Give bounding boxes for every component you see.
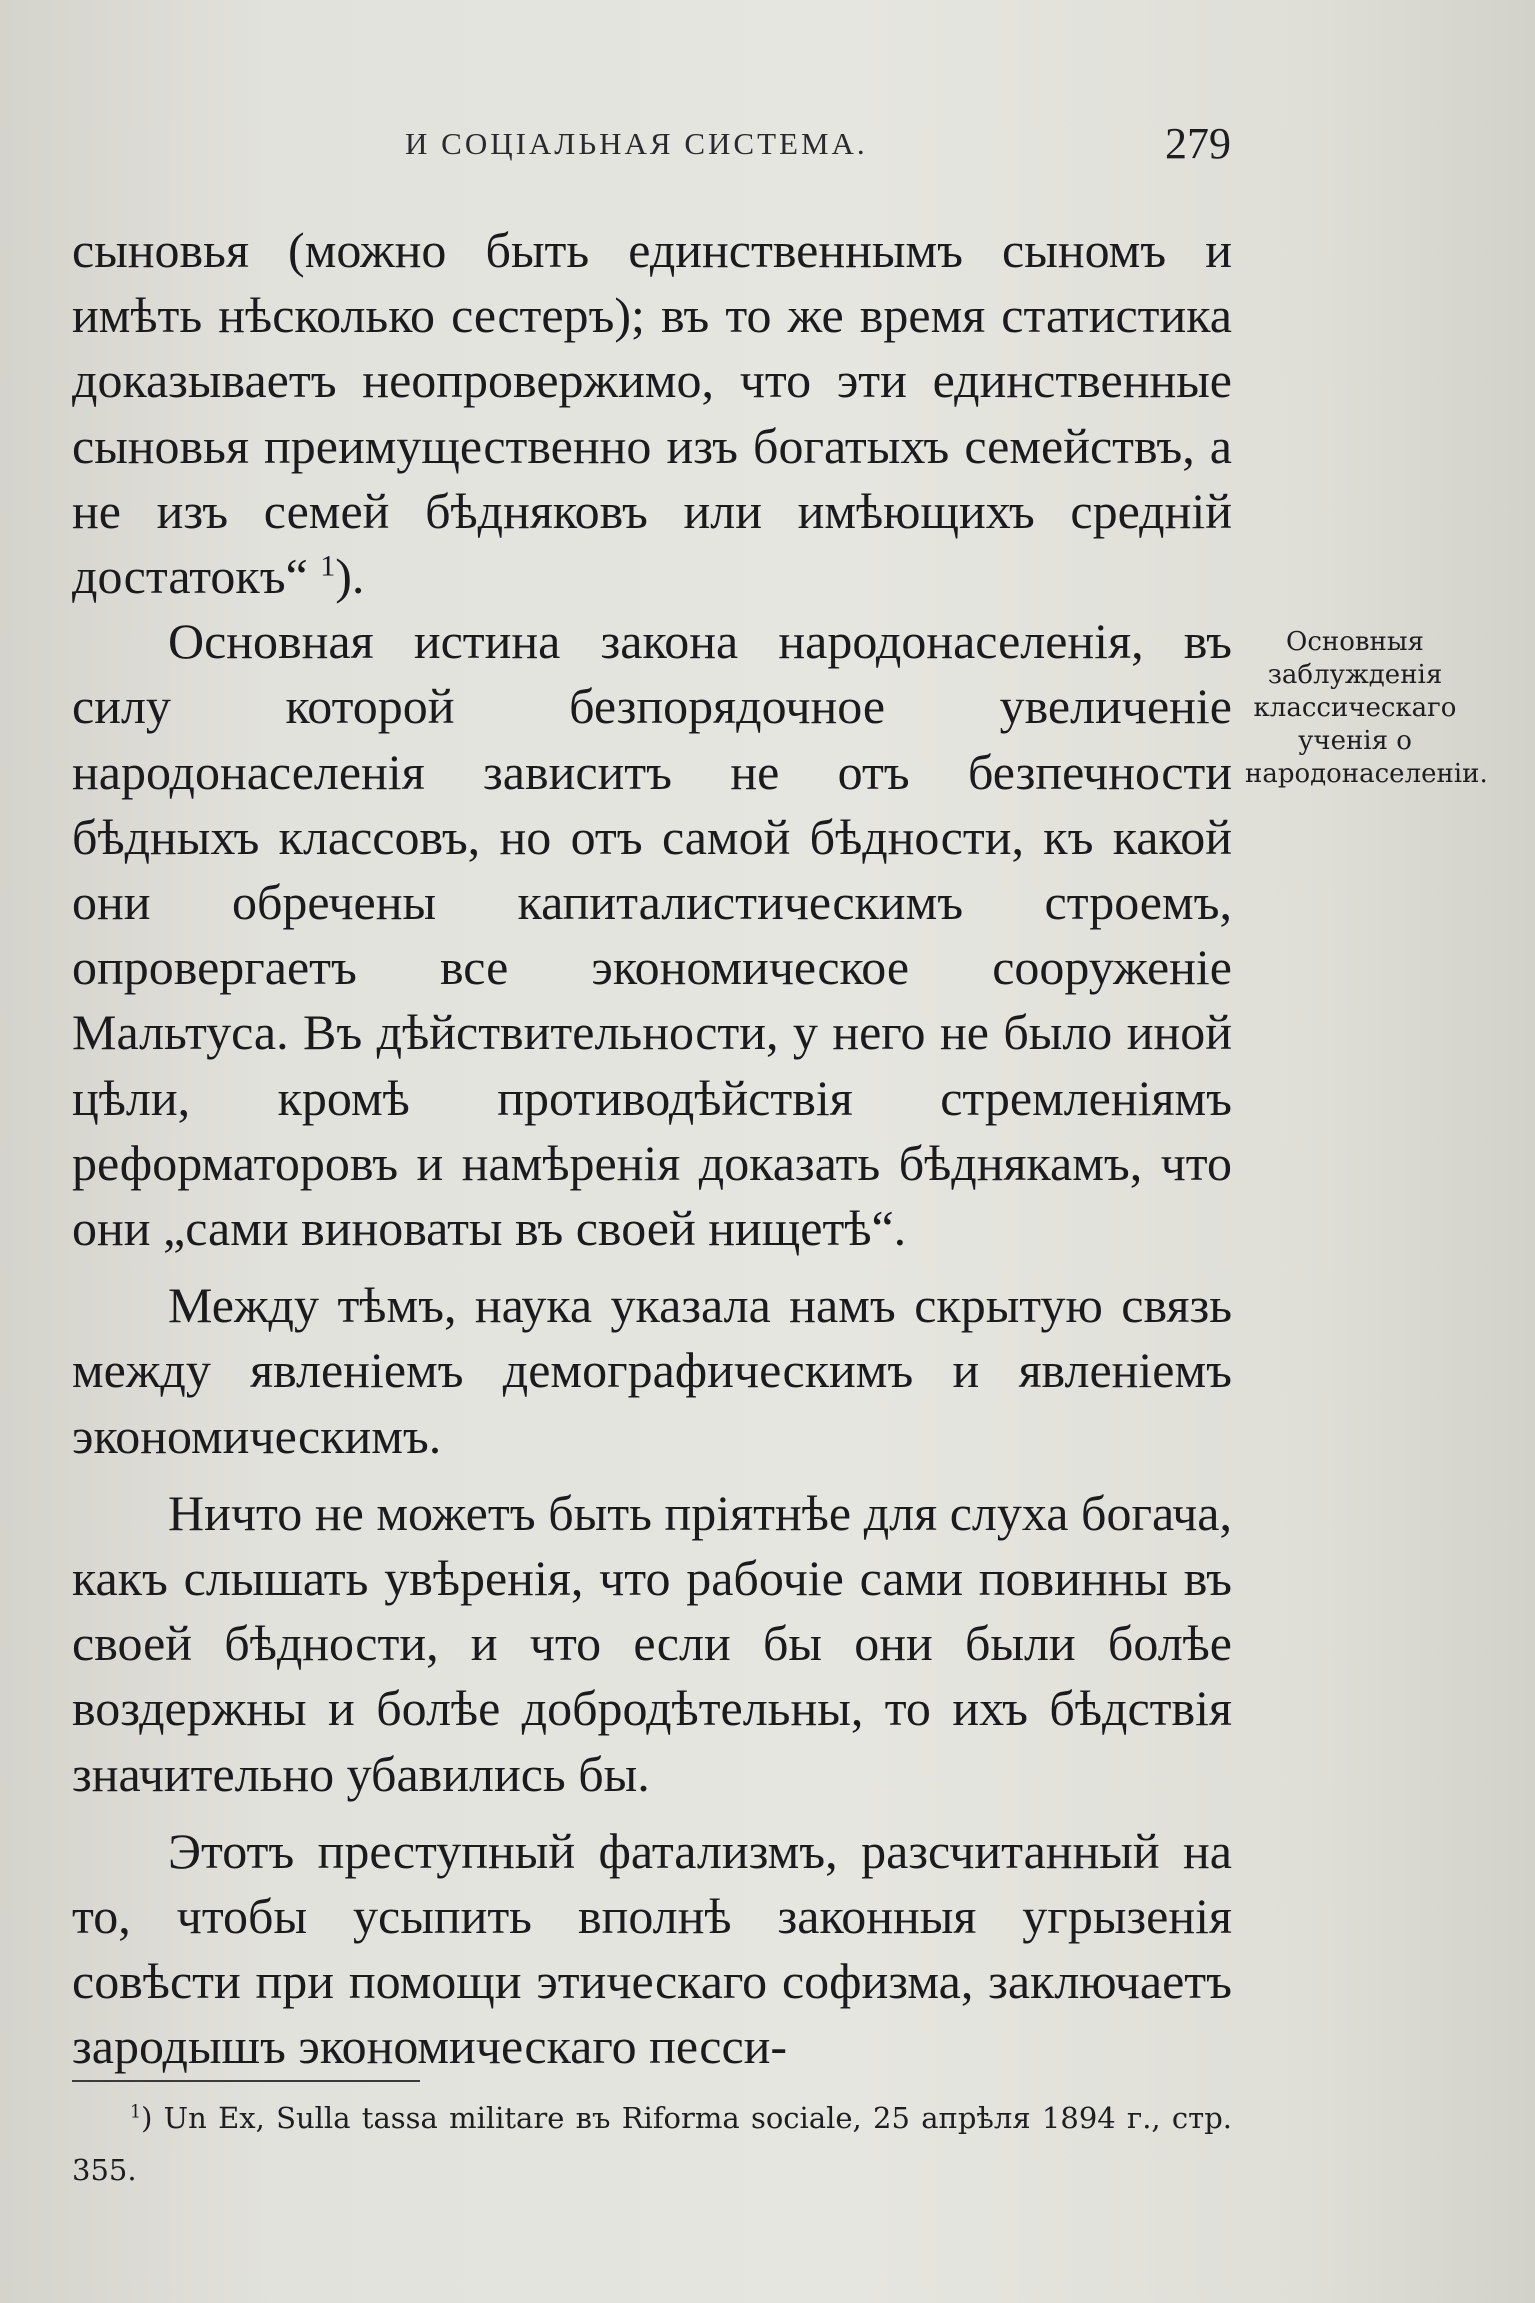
page-header xyxy=(405,118,1231,168)
running-title: И СОЦІАЛЬНАЯ СИСТЕМА. xyxy=(405,126,868,161)
body-text xyxy=(72,218,1232,2080)
footnote-text: ) Un Ex, Sulla tassa militare въ Riforma sociale, 25 апрѣля 1894 г., стр. 355. xyxy=(72,2101,1232,2187)
paragraph-rich-man: Ничто не можетъ быть пріятнѣе для слуха богача, какъ слышать увѣренія, что рабочіе сами повинны въ своей бѣдности, и что если бы они были болѣе воздержны и болѣе добродѣтельны, то ихъ бѣдствія значительно убавились бы. xyxy=(72,1484,1232,1802)
footnote xyxy=(72,2092,1232,2196)
footnote-marker: 1 xyxy=(130,2102,142,2123)
margin-note: Основныя заблужденія классическаго ученія о народонаселеніи. xyxy=(1245,627,1488,789)
paragraph-fatalism: Этотъ преступный фатализмъ, разсчитанный на то, чтобы усыпить вполнѣ законныя угрызенія совѣсти при помощи этическаго софизма, заключаетъ зародышъ экономическаго песси- xyxy=(72,1822,1232,2075)
paragraph-hidden-connection: Между тѣмъ, наука указала намъ скрытую связь между явленіемъ демографическимъ и явленіемъ экономическимъ. xyxy=(72,1277,1232,1464)
page-number: 279 xyxy=(1165,119,1231,168)
paragraph-continuation: сыновья (можно быть единственнымъ сыномъ и имѣть нѣсколько сестеръ); въ то же время статистика доказываетъ неопровержимо, что эти единственные сыновья преимущественно изъ богатыхъ семействъ, а не изъ семей бѣдняковъ или имѣющихъ средній достатокъ“ $^1$). xyxy=(72,222,1232,605)
footnote-reference[interactable]: 1 xyxy=(320,549,336,583)
footnote-divider xyxy=(72,2080,420,2082)
paragraph-malthus-critique: Основная истина закона народонаселенія, въ силу которой безпорядочное увеличеніе народонаселенія зависитъ не отъ безпечности бѣдныхъ классовъ, но отъ самой бѣдности, къ какой они обречены капиталистическимъ строемъ, опровергаетъ все экономическое сооруженіе Мальтуса. Въ дѣйствительности, у него не было иной цѣли, кромѣ противодѣйствія стремленіямъ реформаторовъ и намѣренія доказать бѣднякамъ, что они „сами виноваты въ своей нищетѣ“. xyxy=(72,613,1232,1257)
